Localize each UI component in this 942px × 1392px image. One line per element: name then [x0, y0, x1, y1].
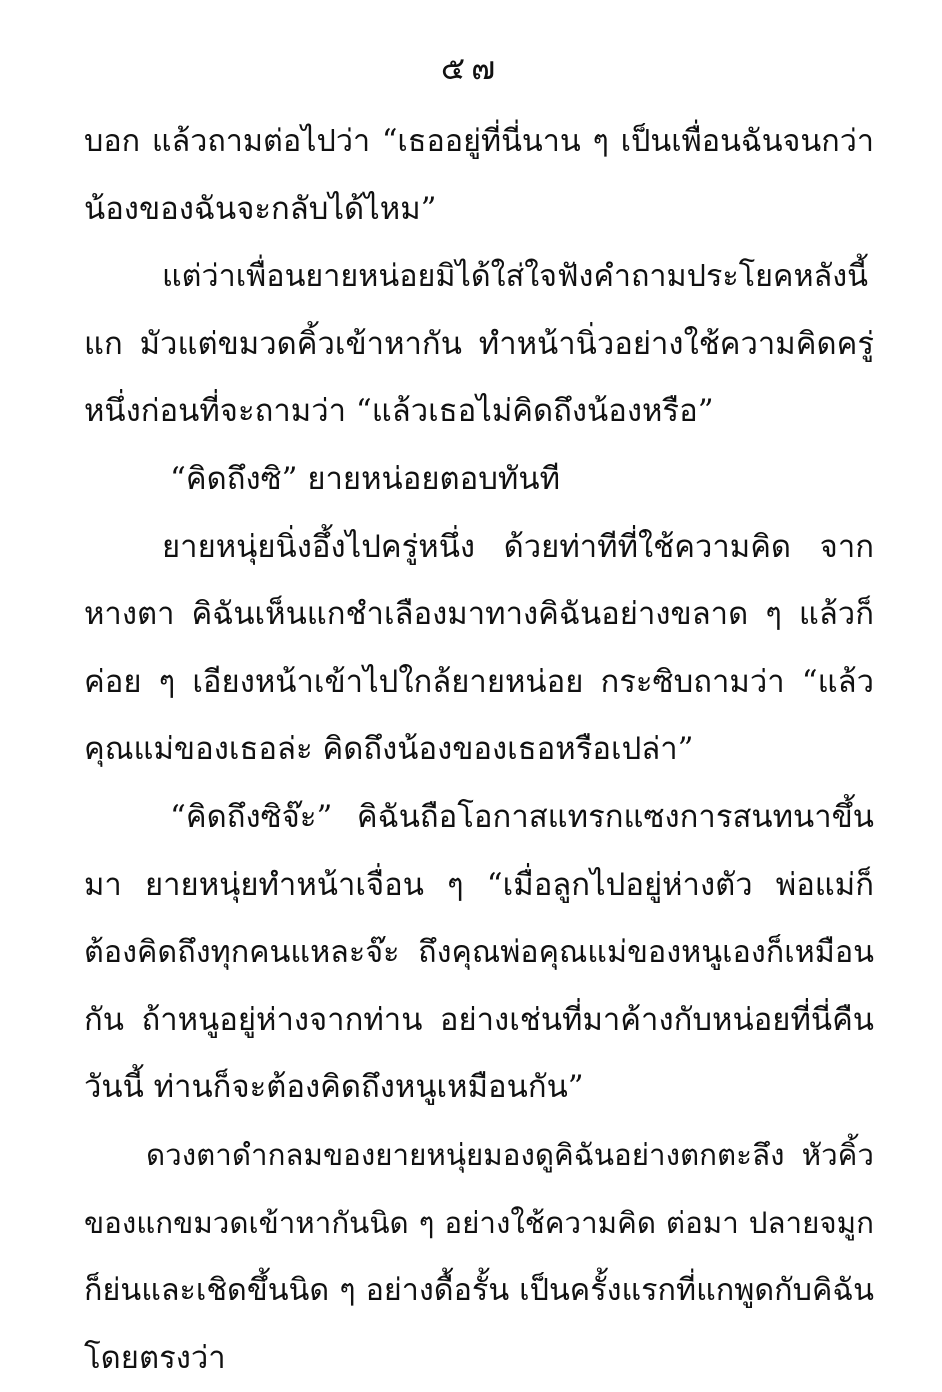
body-text [84, 108, 874, 1392]
text-line-10: คุณแม่ของเธอล่ะ คิดถึงน้องของเธอหรือเปล่า” [84, 731, 694, 768]
text-line-16: ดวงตาดำกลมของยายหนุ่ยมองดูคิฉันอย่างตกตะลึง หัวคิ้ว [146, 1137, 874, 1172]
text-line-13: ต้องคิดถึงทุกคนแหละจ๊ะ ถึงคุณพ่อคุณแม่ของหนูเองก็เหมือน [84, 935, 874, 971]
text-line-11: “คิดถึงซิจ๊ะ” คิฉันถือโอกาสแทรกแซงการสนทนาขึ้น [170, 798, 874, 835]
text-line-2: น้องของฉันจะกลับได้ไหม” [84, 190, 437, 227]
page-number: ๕๗ [440, 49, 502, 87]
text-line-12: มา ยายหนุ่ยทำหน้าเจื่อน ๆ “เมื่อลูกไปอยู่ห่างตัว พ่อแม่ก็ [84, 866, 874, 903]
text-line-5: หนึ่งก่อนที่จะถามว่า “แล้วเธอไม่คิดถึงน้องหรือ” [84, 393, 714, 430]
text-line-18: ก็ย่นและเชิดขึ้นนิด ๆ อย่างดื้อรั้น เป็นครั้งแรกที่แกพูดกับคิฉัน [84, 1273, 874, 1309]
text-line-3: แต่ว่าเพื่อนยายหน่อยมิได้ใส่ใจฟังคำถามประโยคหลังนี้ [162, 259, 868, 295]
text-line-15: วันนี้ ท่านก็จะต้องคิดถึงหนูเหมือนกัน” [84, 1069, 584, 1106]
text-line-4: แก มัวแต่ขมวดคิ้วเข้าหากัน ทำหน้านิ่วอย่างใช้ความคิดครู่ [84, 325, 874, 362]
text-line-7: ยายหนุ่ยนิ่งอึ้งไปครู่หนึ่ง ด้วยท่าทีที่ใช้ความคิด จาก [162, 528, 874, 565]
text-line-9: ค่อย ๆ เอียงหน้าเข้าไปใกล้ยายหน่อย กระซิบถามว่า “แล้ว [84, 663, 874, 700]
text-line-19: โดยตรงว่า [84, 1339, 226, 1376]
text-line-6: “คิดถึงซิ” ยายหน่อยตอบทันที [170, 460, 560, 497]
text-line-14: กัน ถ้าหนูอยู่ห่างจากท่าน อย่างเช่นที่มาค้างกับหน่อยที่นี่คืน [84, 1001, 874, 1038]
text-line-1: บอก แล้วถามต่อไปว่า “เธออยู่ที่นี่นาน ๆ เป็นเพื่อนฉันจนกว่า [84, 124, 874, 159]
text-line-17: ของแกขมวดเข้าหากันนิด ๆ อย่างใช้ความคิด ต่อมา ปลายจมูก [84, 1205, 874, 1240]
text-line-8: หางตา คิฉันเห็นแกชำเลืองมาทางคิฉันอย่างขลาด ๆ แล้วก็ [84, 596, 874, 633]
